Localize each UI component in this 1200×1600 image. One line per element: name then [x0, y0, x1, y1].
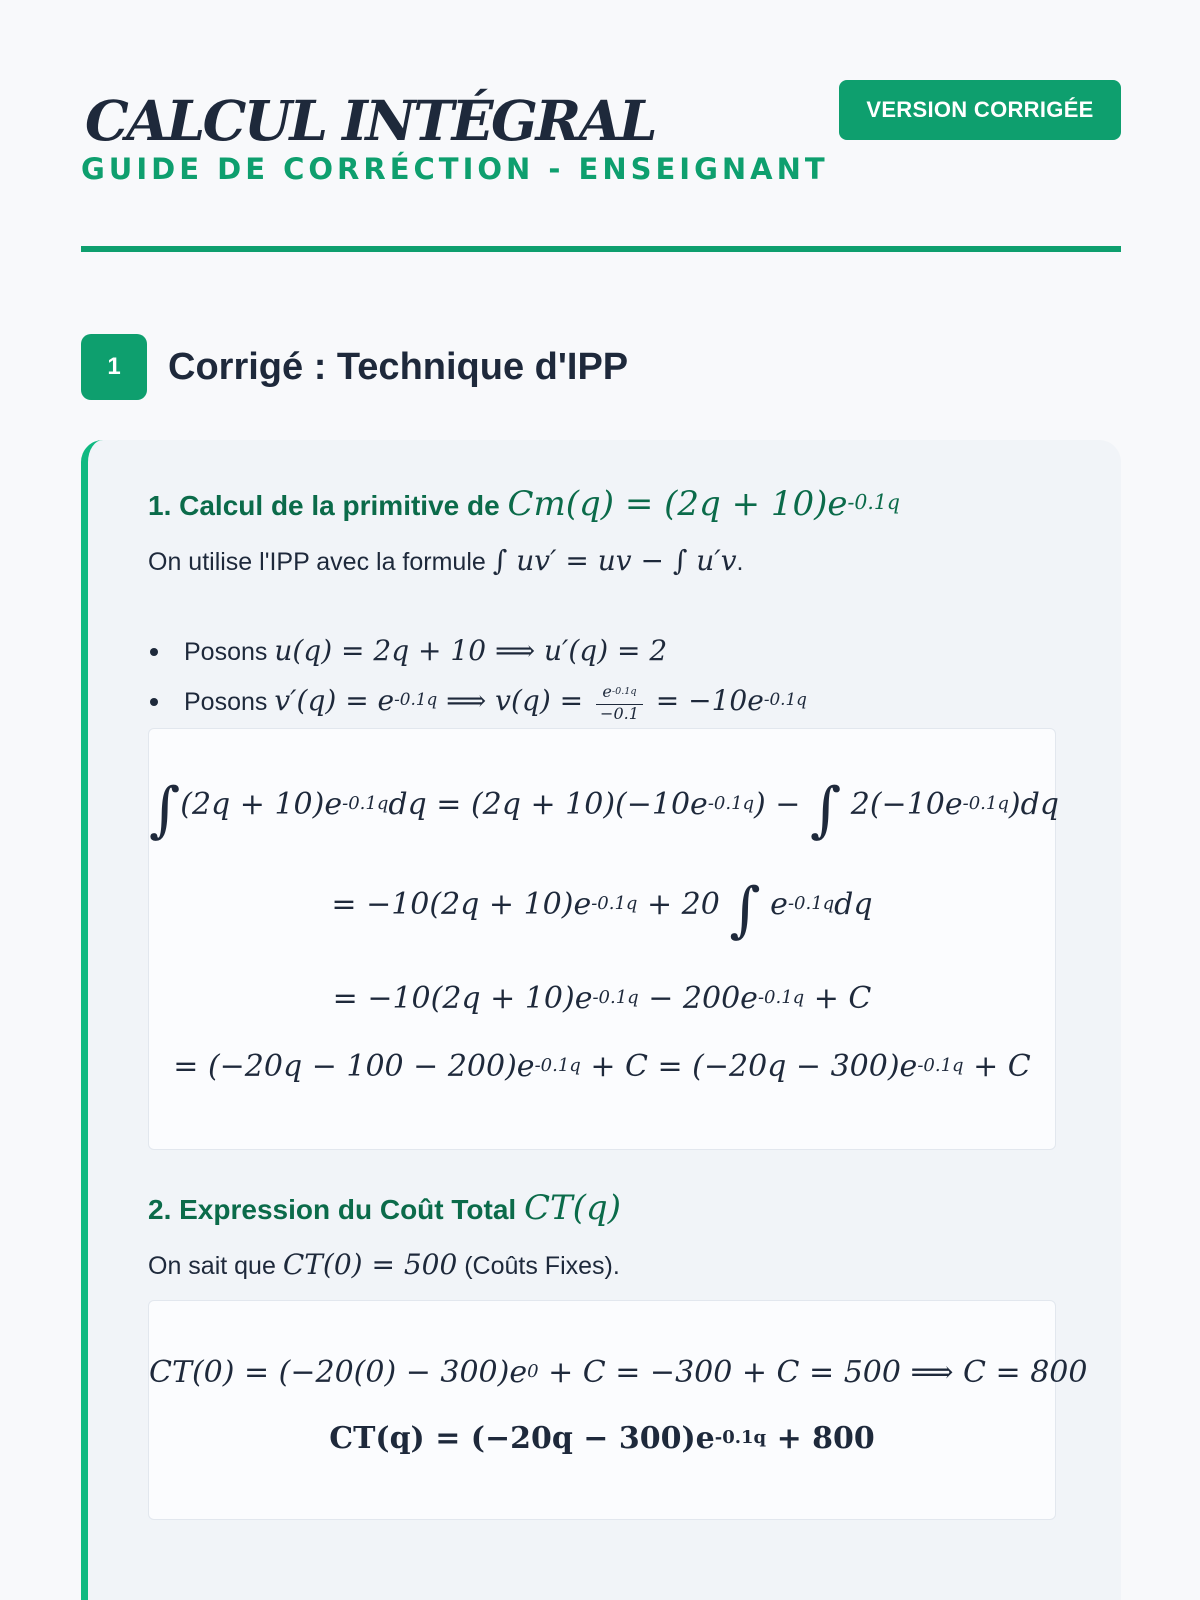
step-2-title-text: 2. Expression du Coût Total [148, 1194, 524, 1225]
section-heading [81, 334, 628, 400]
ipp-formula-line [148, 544, 743, 577]
equation-line-1: $\int(2q + 10)e^{-0.1q}dq = (2q + 10)(-10e^{-0.1q})$ − ∫ $2(-10e^{-0.1q})dq$ [149, 775, 1059, 845]
constant-equation: $CT(0) = (-20(0) - 300)e^0 + C = -300 + C = 500$ ⟹ C = 800 [149, 1355, 1088, 1390]
equation-line-4: = $(-20q - 100 - 200)e^{-0.1q} + C = (-20q - 300)e^{-0.1q} + C$ [173, 1049, 1031, 1084]
equation-line-3: = $-10(2q + 10)e^{-0.1q} - 200e^{-0.1q} + C$ [332, 981, 872, 1016]
fixed-costs-line [148, 1248, 620, 1281]
total-cost-formula-box [148, 1300, 1088, 1520]
version-badge: VERSION CORRIGÉE [839, 80, 1121, 140]
total-cost-result: $CT(q) = (-20q - 300)e^{-0.1q} + 800$ [329, 1421, 875, 1456]
section-title: Corrigé : Technique d'IPP [168, 345, 629, 388]
bullet-word: Posons [184, 688, 268, 716]
fixed-costs-math: CT(0) = 500 [282, 1248, 458, 1281]
ipp-formula-math: ∫ uv′ = uv − ∫ u′v [492, 544, 737, 577]
substitution-v-math: $v'(q) = e^{-0.1q}$ ⟹ v(q) = $\frac{e^{-0.1q}}{-0.1}$ = $-10e^{-0.1q}$ [274, 681, 807, 723]
bullet-word: Posons [184, 638, 268, 666]
fixed-costs-end: (Coûts Fixes). [457, 1252, 620, 1280]
ipp-intro-end: . [736, 548, 744, 576]
document-page [81, 0, 1121, 1600]
step-1-title [148, 484, 900, 524]
header [81, 80, 1121, 255]
step-1-title-math: $Cm(q) = (2q + 10)e^{-0.1q}$ [507, 484, 900, 524]
correction-card [81, 440, 1121, 1600]
fixed-costs-text: On sait que [148, 1252, 283, 1280]
step-1-title-text: 1. Calcul de la primitive de [148, 490, 508, 521]
ipp-intro-text: On utilise l'IPP avec la formule [148, 548, 493, 576]
substitution-u-math: u(q) = 2q + 10 ⟹ u′(q) = 2 [274, 634, 668, 667]
section-number-badge: 1 [81, 334, 147, 400]
equation-line-2: = $-10(2q + 10)e^{-0.1q} + 20$ ∫ $e^{-0.1q}dq$ [331, 875, 873, 945]
list-item [148, 676, 807, 726]
header-divider [81, 246, 1121, 252]
list-item [148, 626, 807, 676]
integration-formula-box [148, 728, 1059, 1150]
page-title: CALCUL INTÉGRAL [85, 88, 656, 153]
step-2-title-math: CT(q) [523, 1188, 621, 1228]
substitution-list [148, 626, 807, 726]
step-2-title [148, 1188, 621, 1228]
page-subtitle: GUIDE DE CORRÉCTION - ENSEIGNANT [81, 152, 829, 186]
